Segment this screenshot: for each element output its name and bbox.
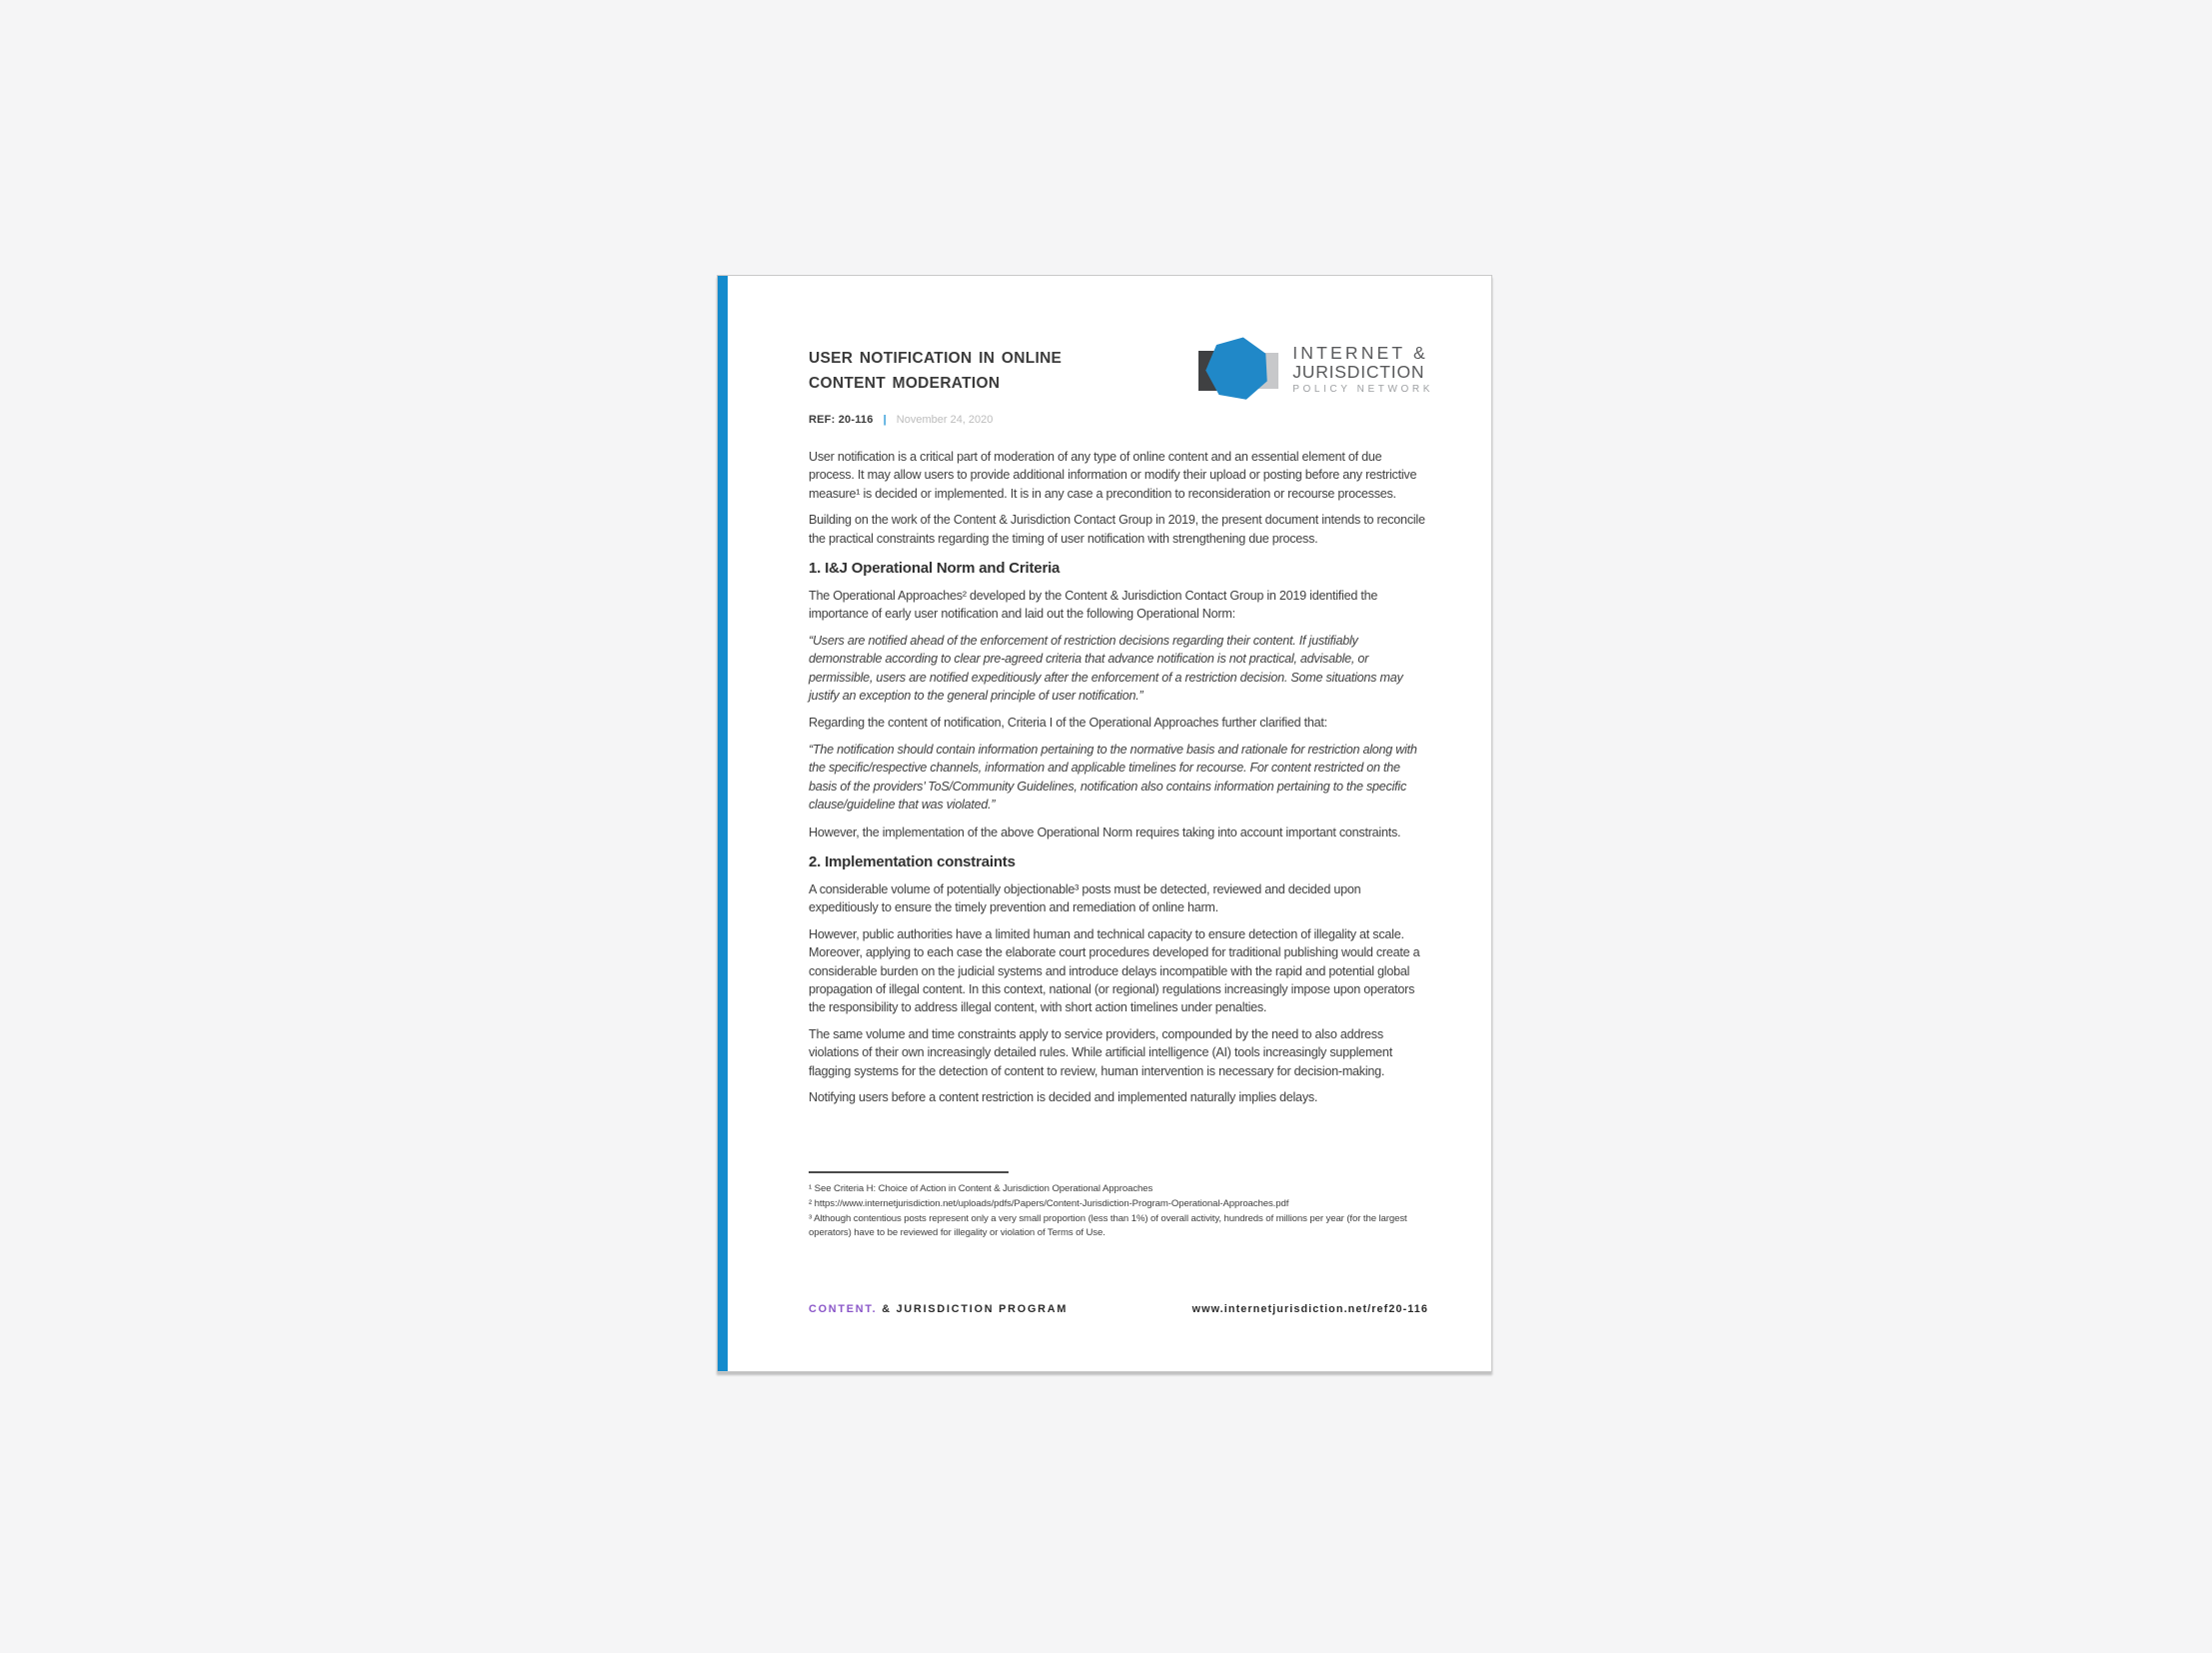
operational-norm-quote: “Users are notified ahead of the enforcement of restriction decisions regarding their content. If justifiably demonstrable according to clear pre-agreed criteria that advance notification is not practical, advisable, or permissible, users are notified expeditiously after the enforcement of a restriction decision. Some situations may justify an exception to the general principle of user notification.” <box>809 633 1403 704</box>
footnotes-section <box>809 1171 1428 1241</box>
paragraph-service-providers: The same volume and time constraints apply to service providers, compounded by the need to also address violations of their own increasingly detailed rules. While artificial intelligence (AI) tools increasingly supplement flagging systems for the detection of content to review, human intervention is necessary for decision-making. <box>809 1026 1392 1078</box>
title-line-2: CONTENT MODERATION <box>809 375 1001 392</box>
organization-logo <box>1198 336 1433 402</box>
logo-text-line-2: JURISDICTION <box>1292 361 1425 382</box>
paragraph-volume: A considerable volume of potentially objectionable³ posts must be detected, reviewed and decided upon expeditiously to ensure the timely prevention and remediation of online harm. <box>809 881 1361 915</box>
program-name-highlight: CONTENT. <box>809 1303 878 1315</box>
document-page <box>717 275 1492 1372</box>
paragraph-however-implementation: However, the implementation of the above Operational Norm requires taking into account important constraints. <box>809 825 1401 839</box>
program-name-rest: & JURISDICTION PROGRAM <box>877 1303 1069 1315</box>
document-date: November 24, 2020 <box>896 414 994 426</box>
logo-wordmark <box>1292 343 1433 396</box>
title-block <box>809 336 1062 426</box>
document-header <box>809 336 1433 426</box>
logo-text-line-3: POLICY NETWORK <box>1292 383 1433 395</box>
paragraph-intro: User notification is a critical part of moderation of any type of online content and an essential element of due process. It may allow users to provide additional information or modify their upload or posting before any restrictive measure¹ is decided or implemented. It is in any case a precondition to reconsideration or recourse processes. <box>809 450 1417 501</box>
reference-separator: | <box>883 414 887 426</box>
reference-line <box>809 414 1062 426</box>
logo-text-line-1: INTERNET & <box>1292 342 1428 363</box>
title-line-1: USER NOTIFICATION IN ONLINE <box>809 350 1063 367</box>
paragraph-regarding: Regarding the content of notification, Criteria I of the Operational Approaches further clarified that: <box>809 716 1327 731</box>
program-name <box>809 1303 1068 1315</box>
logo-blue-heptagon <box>1205 337 1269 401</box>
paragraph-notifying: Notifying users before a content restriction is decided and implemented naturally implies delays. <box>809 1089 1318 1104</box>
paragraph-approaches: The Operational Approaches² developed by the Content & Jurisdiction Contact Group in 2019 identified the importance of early user notification and laid out the following Operational Norm: <box>809 589 1378 622</box>
criteria-quote: “The notification should contain information pertaining to the normative basis and rationale for restriction along with the specific/respective channels, information and applicable timelines for recourse. For content restricted on the basis of the providers’ ToS/Community Guidelines, notification also contains information pertaining to the specific clause/guideline that was violated.” <box>809 742 1417 813</box>
paragraph-authorities: However, public authorities have a limited human and technical capacity to ensure detection of illegality at scale. Moreover, applying to each case the elaborate court procedures developed for traditional publishing would create a considerable burden on the judicial systems and introduce delays incompatible with the rapid and potential global propagation of illegal content. In this context, national (or regional) regulations increasingly impose upon operators the responsibility to address illegal content, with short action timelines under penalties. <box>809 926 1420 1015</box>
document-footer <box>809 1303 1428 1315</box>
footnote-separator <box>809 1171 1009 1173</box>
document-body <box>809 448 1428 1114</box>
section-2-heading: 2. Implementation constraints <box>809 852 1016 870</box>
paragraph-building: Building on the work of the Content & Jurisdiction Contact Group in 2019, the present document intends to reconcile the practical constraints regarding the timing of user notification with strengthening due process. <box>809 513 1425 546</box>
document-url-link[interactable]: www.internetjurisdiction.net/ref20-116 <box>1191 1303 1428 1315</box>
section-1-heading: 1. I&J Operational Norm and Criteria <box>809 560 1061 578</box>
logo-heptagon-icon <box>1198 336 1278 402</box>
page-title <box>809 346 1062 396</box>
footnote-1: ¹ See Criteria H: Choice of Action in Content & Jurisdiction Operational Approaches <box>809 1183 1153 1194</box>
left-accent-stripe <box>718 276 728 1371</box>
footnote-2-link[interactable]: ² https://www.internetjurisdiction.net/uploads/pdfs/Papers/Content-Jurisdiction-Program-Operational-Approaches.pdf <box>809 1197 1289 1209</box>
reference-number: REF: 20-116 <box>809 414 874 426</box>
footnote-3: ³ Although contentious posts represent only a very small proportion (less than 1%) of overall activity, hundreds of millions per year (for the largest operators) have to be reviewed for illegality or violation of Terms of Use. <box>809 1212 1407 1239</box>
